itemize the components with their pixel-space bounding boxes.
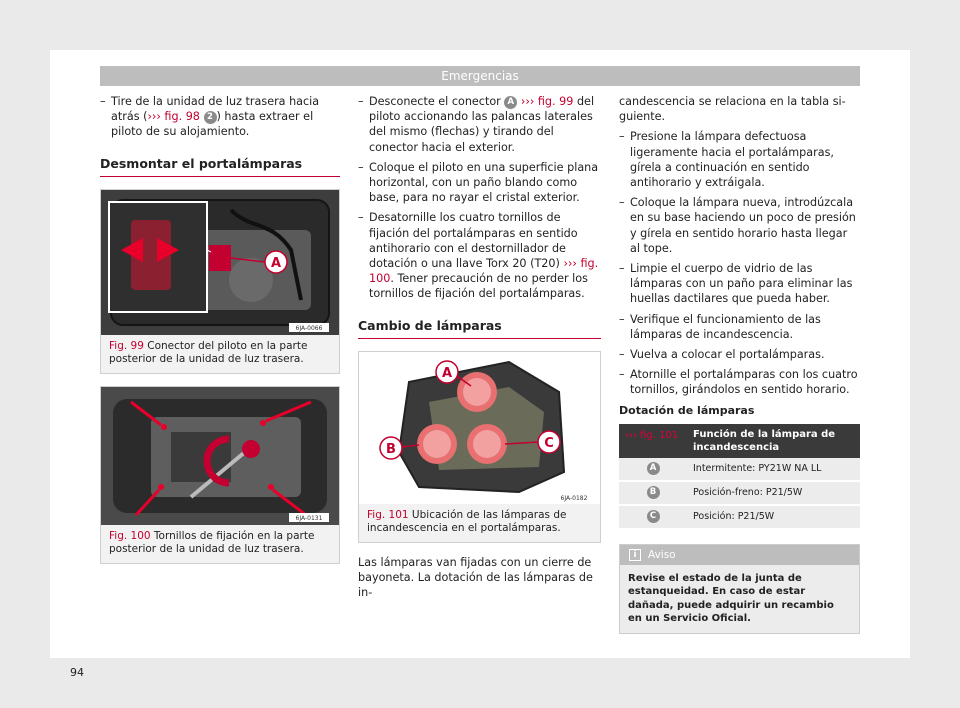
callout-number: 2 — [204, 111, 217, 124]
table-cell: Posición: P21/5W — [693, 511, 775, 523]
page-number: 94 — [70, 666, 84, 679]
notice-text: Revise el estado de la junta de estanqueidad. En caso de estar dañada, puede adquirir un recambio en un Servicio Oficial. — [620, 565, 859, 633]
paragraph: Las lámparas van fijadas con un cierre de bayoneta. La dotación de las lámparas de in- — [358, 555, 593, 600]
notice-header — [620, 545, 859, 565]
bullet-item: – Desconecte el conector A ››› fig. 99 del piloto accionando las palancas laterales del mismo (flechas) y tirando del conector hacia el exterior. — [358, 95, 595, 154]
lamp-table — [619, 424, 860, 530]
figure-code: 6JA-0066 — [295, 324, 323, 332]
figure-marker: A — [270, 255, 282, 271]
figure-link[interactable]: ››› fig. 100 — [369, 257, 599, 286]
callout-letter: A — [504, 96, 517, 109]
section-heading: Desmontar el portalámparas — [100, 156, 340, 177]
notice-box — [619, 544, 860, 634]
tail-light-screws-image — [101, 387, 339, 525]
table-header — [619, 424, 860, 458]
figure-caption: Fig. 99 Conector del piloto en la parte posterior de la unidad de luz trasera. — [109, 339, 308, 366]
tail-light-connector-image — [101, 190, 339, 335]
section-header: Emergencias — [100, 66, 860, 86]
figure-99 — [100, 189, 340, 374]
table-title: Dotación de lámparas — [619, 403, 755, 417]
callout-letter: A — [647, 462, 660, 475]
bullet-item: – Atornille el portalámparas con los cuatro tornillos, girándolos en sentido horario. — [619, 368, 858, 397]
bullet-item: – Presione la lámpara defectuosa ligeramente hacia el portalámparas, gírela a continuación en sentido antihorario y extráigala. — [619, 130, 834, 190]
bullet-item: – Verifique el funcionamiento de las lámparas de incandescencia. — [619, 312, 821, 341]
figure-marker: C — [544, 435, 554, 451]
bullet-item: – Coloque el piloto en una superficie plana horizontal, con un paño blando como base, para no rayar el cristal exterior. — [358, 160, 599, 205]
bullet-item: – Limpie el cuerpo de vidrio de las lámparas con un paño para eliminar las huellas dactilares que pueda haber. — [619, 262, 853, 306]
figure-marker: A — [441, 365, 453, 381]
bullet-item: – Desatornille los cuatro tornillos de fijación del portalámparas en sentido antihorario con el destornillador de dotación o una llave Torx 20 (T20) ››› fig. 100. Tener precaución de no perder los tornillos de fijación del portalámparas. — [358, 211, 599, 301]
callout-letter: B — [647, 486, 660, 499]
paragraph: candescencia se relaciona en la tabla siguiente. — [619, 95, 846, 124]
bullet-item: – Vuelva a colocar el portalámparas. — [619, 348, 825, 362]
figure-caption: Fig. 100 Tornillos de fijación en la parte posterior de la unidad de luz trasera. — [109, 529, 315, 556]
table-row — [619, 458, 860, 482]
page — [50, 50, 910, 679]
callout-letter: C — [647, 510, 660, 523]
figure-100 — [100, 386, 340, 564]
info-icon: i — [629, 549, 641, 561]
figure-101 — [358, 351, 601, 543]
figure-link[interactable]: ››› fig. 98 — [147, 110, 200, 124]
bullet-item: – Coloque la lámpara nueva, introdúzcala en su base haciendo un poco de presión y gírela en sentido horario hasta llegar al tope. — [619, 196, 856, 255]
table-cell: Intermitente: PY21W NA LL — [693, 463, 822, 475]
table-cell: Posición-freno: P21/5W — [693, 487, 803, 499]
lamp-holder-image — [359, 352, 600, 504]
bullet-item: – Tire de la unidad de luz trasera hacia atrás (››› fig. 98 2 ) hasta extraer el piloto de su alojamiento. — [100, 95, 320, 139]
column-2 — [358, 94, 601, 600]
notice-title: Aviso — [648, 548, 676, 561]
figure-link[interactable]: ››› fig. 99 — [520, 95, 574, 108]
column-3 — [619, 94, 860, 634]
figure-marker: B — [386, 441, 396, 457]
figure-code: 6JA-0131 — [295, 514, 323, 522]
table-row — [619, 482, 860, 506]
table-header-ref[interactable]: ››› fig. 101 — [625, 429, 679, 441]
table-row — [619, 506, 860, 530]
figure-code: 6JA-0182 — [560, 494, 588, 502]
figure-caption: Fig. 101 Ubicación de las lámparas de incandescencia en el portalámparas. — [367, 508, 567, 535]
column-1 — [100, 94, 340, 576]
section-heading: Cambio de lámparas — [358, 318, 601, 339]
table-header-function: Función de la lámpara de incandescencia — [693, 428, 836, 453]
